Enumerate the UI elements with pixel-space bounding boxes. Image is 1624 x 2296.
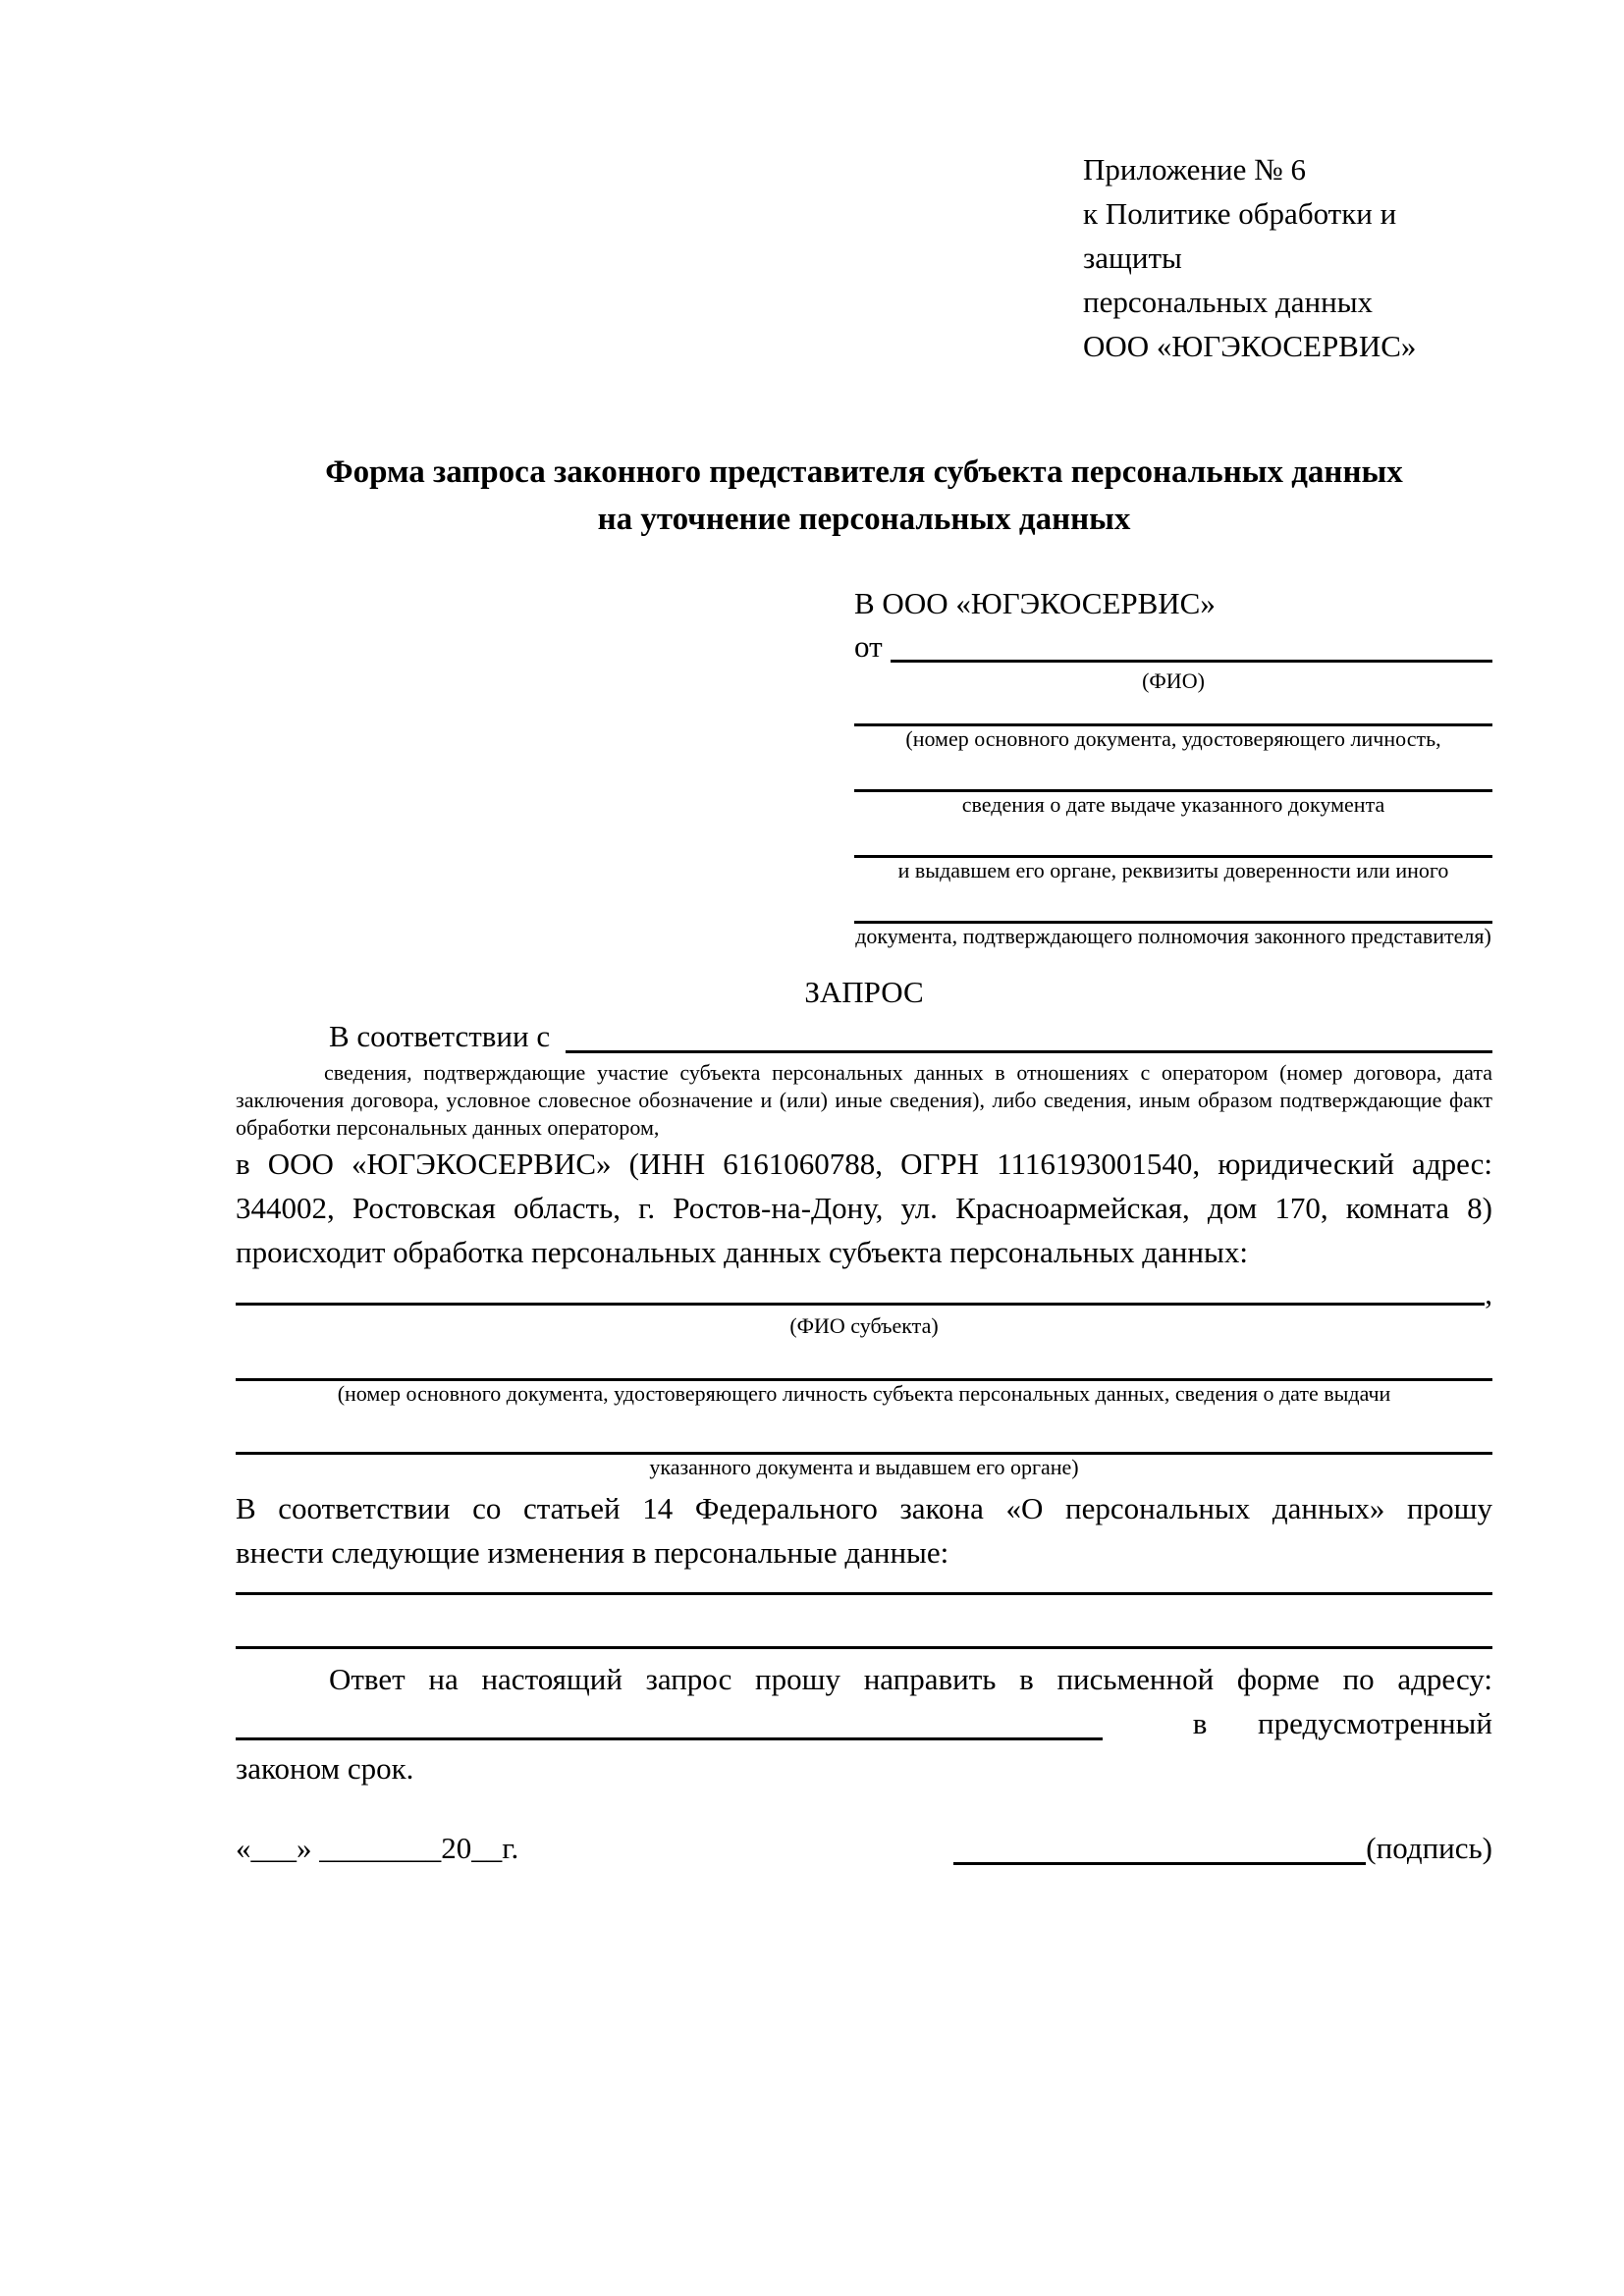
field-caption: сведения о дате выдаче указанного документа: [961, 792, 1385, 817]
accordance-row: [236, 1014, 1492, 1059]
signature-caption: (подпись): [1366, 1831, 1492, 1865]
authority-document-blank-line: [854, 883, 1492, 924]
date-line: «___» ________20__г.: [236, 1831, 519, 1865]
subject-authority-blank-line: [236, 1407, 1492, 1455]
document-number-blank-line: [854, 694, 1492, 726]
footnote-line: сведения, подтверждающие участие субъекта персональных данных в отношениях с оператором (номер договора, дата: [324, 1060, 1492, 1085]
changes-blank-line: [236, 1595, 1492, 1649]
from-label: от: [854, 629, 883, 664]
operator-paragraph-line: 344002, Ростовская область, г. Ростов-на-Дону, ул. Красноармейская, дом 170, комната 8): [236, 1191, 1492, 1225]
header-note: [1083, 147, 1492, 368]
address-blank-line: [236, 1701, 1103, 1740]
header-note-line: ООО «ЮГЭКОСЕРВИС»: [1083, 329, 1417, 363]
header-note-line: Приложение № 6: [1083, 152, 1306, 187]
answer-word: предусмотренный: [1258, 1706, 1492, 1740]
field-caption: и выдавшем его органе, реквизиты доверенности или иного: [897, 858, 1449, 882]
addressee-organization: В ООО «ЮГЭКОСЕРВИС»: [854, 586, 1216, 620]
changes-blank-line: [236, 1575, 1492, 1595]
form-title-line: Форма запроса законного представителя субъекта персональных данных: [325, 454, 1403, 490]
field-caption: (номер основного документа, удостоверяющего личность,: [905, 726, 1441, 751]
fio-blank-line: [891, 625, 1492, 663]
signature-blank-line: [953, 1826, 1366, 1865]
from-row: [854, 625, 1492, 668]
header-note-line: персональных данных: [1083, 285, 1374, 319]
subject-fio-caption: (ФИО субъекта): [789, 1313, 939, 1338]
issuing-authority-blank-line: [854, 818, 1492, 858]
law-paragraph: [236, 1486, 1492, 1575]
footnote-line: обработки персональных данных оператором,: [236, 1115, 660, 1140]
subject-document-caption: (номер основного документа, удостоверяющего личность субъекта персональных данных, сведения о дате выдачи: [337, 1381, 1391, 1406]
operator-paragraph-line: происходит обработка персональных данных субъекта персональных данных:: [236, 1235, 1248, 1269]
issue-date-blank-line: [854, 752, 1492, 792]
subject-document-blank-line: [236, 1339, 1492, 1381]
request-heading: ЗАПРОС: [804, 975, 924, 1009]
footer-row: [236, 1826, 1492, 1871]
field-caption: документа, подтверждающего полномочия законного представителя): [855, 924, 1491, 948]
answer-paragraph-line: законом срок.: [236, 1751, 414, 1786]
subject-fio-blank-line: [236, 1274, 1485, 1306]
law-paragraph-line: В соответствии со статьей 14 Федерального закона «О персональных данных» прошу: [236, 1491, 1492, 1525]
footnote-line: заключения договора, условное словесное обозначение и (или) иные сведения), либо сведения, иным образом подтверждающие факт: [236, 1088, 1492, 1112]
form-title: [236, 449, 1492, 543]
subject-fio-row: [236, 1274, 1492, 1313]
accordance-blank-line: [566, 1014, 1492, 1053]
accordance-label: В соответствии с: [329, 1019, 558, 1053]
addressee-block: [854, 582, 1492, 949]
operator-paragraph: [236, 1142, 1492, 1274]
header-note-line: к Политике обработки и защиты: [1083, 196, 1397, 275]
subject-authority-caption: указанного документа и выдавшем его органе): [649, 1455, 1079, 1479]
fio-caption: (ФИО): [1142, 668, 1205, 693]
answer-word: в: [1192, 1706, 1208, 1740]
subject-fio-comma: ,: [1485, 1276, 1492, 1310]
answer-address-row: [236, 1701, 1492, 1746]
answer-paragraph-line: Ответ на настоящий запрос прошу направить в письменной форме по адресу:: [329, 1662, 1492, 1696]
operator-paragraph-line: в ООО «ЮГЭКОСЕРВИС» (ИНН 6161060788, ОГРН 1116193001540, юридический адрес:: [236, 1147, 1492, 1181]
law-paragraph-line: внести следующие изменения в персональные данные:: [236, 1535, 949, 1570]
footnote: [236, 1059, 1492, 1142]
signature-group: [953, 1826, 1492, 1871]
answer-paragraph: [236, 1657, 1492, 1790]
form-title-line: на уточнение персональных данных: [597, 502, 1131, 537]
